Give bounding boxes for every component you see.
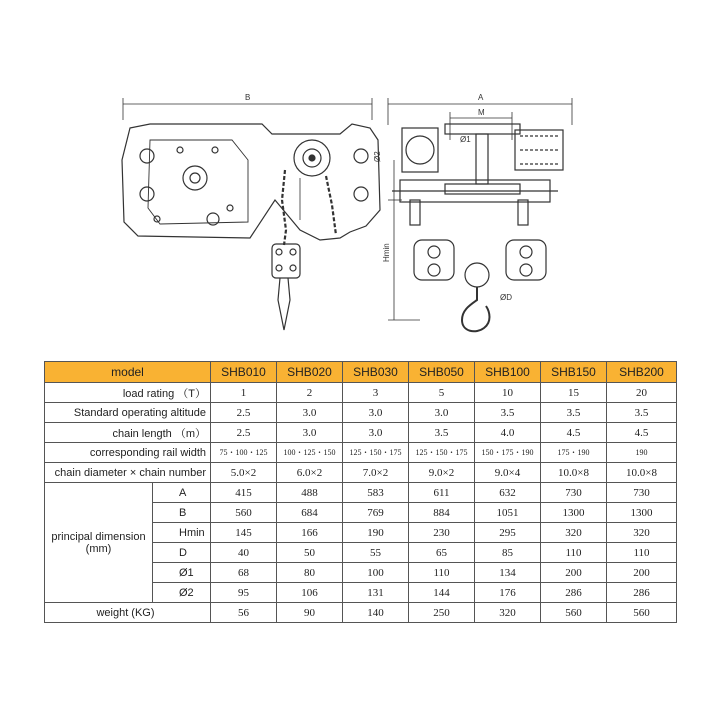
front-view-drawing: [388, 98, 572, 331]
row-label: A: [153, 483, 211, 503]
table-cell: 50: [277, 543, 343, 563]
principal-dimension-label: principal dimension (mm): [45, 483, 153, 603]
table-cell: 1051: [475, 503, 541, 523]
table-cell: 40: [211, 543, 277, 563]
table-cell: 560: [211, 503, 277, 523]
table-row: [45, 603, 677, 623]
row-label: Ø2: [153, 583, 211, 603]
row-label: chain diameter × chain number: [45, 463, 211, 483]
table-cell: 125・150・175: [409, 443, 475, 463]
dim-label-phi1: Ø1: [460, 135, 471, 144]
table-cell: 286: [607, 583, 677, 603]
table-cell: 190: [343, 523, 409, 543]
table-cell: 144: [409, 583, 475, 603]
row-label: corresponding rail width: [45, 443, 211, 463]
model-header: SHB010: [211, 362, 277, 383]
table-cell: 3.5: [409, 423, 475, 443]
table-cell: 611: [409, 483, 475, 503]
table-cell: 286: [541, 583, 607, 603]
table-cell: 200: [607, 563, 677, 583]
table-cell: 176: [475, 583, 541, 603]
table-cell: 9.0×4: [475, 463, 541, 483]
table-cell: 684: [277, 503, 343, 523]
table-cell: 7.0×2: [343, 463, 409, 483]
table-cell: 106: [277, 583, 343, 603]
header-row: [45, 362, 677, 383]
table-row: [45, 403, 677, 423]
table-cell: 55: [343, 543, 409, 563]
table-cell: 190: [607, 443, 677, 463]
table-cell: 3.0: [277, 403, 343, 423]
table-cell: 110: [607, 543, 677, 563]
table-cell: 3.0: [343, 423, 409, 443]
table-cell: 80: [277, 563, 343, 583]
table-cell: 9.0×2: [409, 463, 475, 483]
table-cell: 3.5: [475, 403, 541, 423]
table-cell: 2.5: [211, 403, 277, 423]
row-label: chain length （m）: [45, 423, 211, 443]
table-row: [45, 443, 677, 463]
model-header: SHB150: [541, 362, 607, 383]
row-label: Ø1: [153, 563, 211, 583]
table-cell: 65: [409, 543, 475, 563]
table-cell: 1: [211, 383, 277, 403]
header-model-label: model: [45, 362, 211, 383]
spec-table: [44, 361, 677, 623]
table-cell: 769: [343, 503, 409, 523]
table-cell: 1300: [541, 503, 607, 523]
table-cell: 230: [409, 523, 475, 543]
table-cell: 20: [607, 383, 677, 403]
table-cell: 5.0×2: [211, 463, 277, 483]
table-cell: 250: [409, 603, 475, 623]
table-cell: 4.5: [607, 423, 677, 443]
table-cell: 320: [541, 523, 607, 543]
table-cell: 632: [475, 483, 541, 503]
table-cell: 488: [277, 483, 343, 503]
table-cell: 730: [607, 483, 677, 503]
table-cell: 131: [343, 583, 409, 603]
table-cell: 295: [475, 523, 541, 543]
dim-label-hmin: Hmin: [382, 243, 391, 262]
table-cell: 134: [475, 563, 541, 583]
table-cell: 560: [607, 603, 677, 623]
table-cell: 110: [541, 543, 607, 563]
table-cell: 10.0×8: [541, 463, 607, 483]
table-cell: 10: [475, 383, 541, 403]
table-cell: 150・175・190: [475, 443, 541, 463]
table-cell: 2: [277, 383, 343, 403]
row-label: load rating （T）: [45, 383, 211, 403]
table-cell: 56: [211, 603, 277, 623]
table-cell: 95: [211, 583, 277, 603]
table-cell: 583: [343, 483, 409, 503]
row-label: Standard operating altitude: [45, 403, 211, 423]
table-row: [45, 423, 677, 443]
table-cell: 3.0: [277, 423, 343, 443]
table-cell: 75・100・125: [211, 443, 277, 463]
table-cell: 415: [211, 483, 277, 503]
row-label: weight (KG): [45, 603, 211, 623]
table-cell: 320: [607, 523, 677, 543]
table-cell: 200: [541, 563, 607, 583]
row-label: B: [153, 503, 211, 523]
table-cell: 1300: [607, 503, 677, 523]
table-row: [45, 383, 677, 403]
table-cell: 560: [541, 603, 607, 623]
table-row: [45, 463, 677, 483]
table-cell: 3.5: [607, 403, 677, 423]
model-header: SHB020: [277, 362, 343, 383]
model-header: SHB100: [475, 362, 541, 383]
model-header: SHB030: [343, 362, 409, 383]
table-cell: 5: [409, 383, 475, 403]
table-cell: 320: [475, 603, 541, 623]
table-cell: 2.5: [211, 423, 277, 443]
row-label: Hmin: [153, 523, 211, 543]
table-cell: 68: [211, 563, 277, 583]
dim-label-phi2: Ø2: [373, 151, 382, 162]
table-cell: 166: [277, 523, 343, 543]
side-view-drawing: [122, 98, 380, 330]
model-header: SHB200: [607, 362, 677, 383]
dim-label-b: B: [245, 93, 251, 102]
table-cell: 145: [211, 523, 277, 543]
table-cell: 110: [409, 563, 475, 583]
table-cell: 175・190: [541, 443, 607, 463]
dim-label-d: ØD: [500, 293, 512, 302]
table-row: [45, 483, 677, 503]
table-cell: 6.0×2: [277, 463, 343, 483]
dim-label-a: A: [478, 93, 484, 102]
table-cell: 100: [343, 563, 409, 583]
model-header: SHB050: [409, 362, 475, 383]
table-cell: 730: [541, 483, 607, 503]
table-cell: 85: [475, 543, 541, 563]
table-cell: 140: [343, 603, 409, 623]
dim-label-m: M: [478, 108, 485, 117]
table-cell: 100・125・150: [277, 443, 343, 463]
table-cell: 15: [541, 383, 607, 403]
table-cell: 3.5: [541, 403, 607, 423]
table-cell: 3.0: [409, 403, 475, 423]
table-cell: 10.0×8: [607, 463, 677, 483]
table-cell: 125・150・175: [343, 443, 409, 463]
table-cell: 3: [343, 383, 409, 403]
row-label: D: [153, 543, 211, 563]
table-cell: 90: [277, 603, 343, 623]
table-cell: 4.0: [475, 423, 541, 443]
table-cell: 884: [409, 503, 475, 523]
table-cell: 3.0: [343, 403, 409, 423]
table-cell: 4.5: [541, 423, 607, 443]
